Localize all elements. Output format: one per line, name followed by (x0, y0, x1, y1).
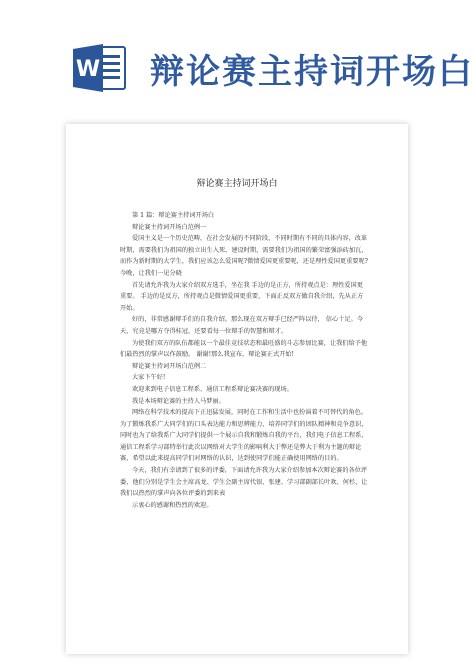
word-icon-letter: W (75, 57, 101, 82)
paragraph: 网络在科学技术的提高下正迅猛发展，同时在工作和生活中也扮演着不可替代的角色。为了锻炼我系广大同学们的口头表达能力和思辨能力，培养同学们的团队精神和竞争意识，同时也为了给我系广大同学们提供一个展示自我和锻炼自我的平台，我们电子信息工程系、通信工程系学习部特举行此次以网络对大学生的影响利大于弊还是弊大于利为主题的辩论赛，希望以此来提高同学们对网络的认识，达到使同学们能正确使用网络的目的。 (120, 409, 368, 463)
word-icon (73, 43, 127, 93)
paragraph: 首先请允许我为大家介绍双方选手，坐在我 手边的是正方，所持观点是：理性爱国更重要。 手边的是反方，所持观点是微情爱国更重要，下面正反双方做自我介绍，先从正方开始。 (120, 281, 364, 312)
paragraph: 欢迎来到电子信息工程系、通信工程系辩论赛决赛的现场。 (132, 385, 293, 393)
document-page (66, 124, 408, 654)
paragraph: 好的，非常感谢辩手们的自我介绍。那么现在双方辩手已经严阵以待， 信心十足。今天，究竟是哪方夺得桂冠，还要看每一位辩手的智慧和辩才。 (120, 316, 363, 335)
paragraph: 今天，我们有幸请到了很多的评委，下面请允许我为大家介绍参加本次辩论赛的各位评委，他们分别是学生会主席高龙、学生会副主席代银、张建、学习部副部长叶欢、何杉，让我们以热烈的掌声向各位评委的到来表 (120, 467, 368, 498)
paragraph: 爱国主义是一个历史范畴，在社会发展的不同阶段，不同时期有不同的具体内容，改革时期，需要我们为祖国的独立出生入死，建设时期，需要我们为祖国的繁荣富强添砖加瓦，而作为新时期的大学生，我们应该怎么爱国呢?微情爱国更重要呢，还是理性爱国更重要呢?今晚，让我们一见分晓 (120, 235, 368, 277)
document-banner (0, 0, 474, 120)
banner-title: 辩论赛主持词开场白 (150, 52, 474, 92)
paragraph: 辩论赛主持词开场白范例一 (132, 223, 207, 231)
document-body (120, 210, 368, 511)
paragraph: 第 1 篇：辩论赛主持词开场白 (132, 212, 215, 219)
paragraph: 我是本场辩论赛的主持人马梦丽。 (132, 397, 225, 405)
paragraph: 辩论赛主持词开场白范例二 (132, 362, 207, 370)
paragraph: 示衷心的感谢和热烈的欢迎。 (132, 501, 213, 509)
paragraph: 大家下午好! (132, 374, 166, 382)
document-title: 辩论赛主持词开场白 (196, 179, 278, 189)
paragraph: 为使我们双方的队伍都能以一个最佳竞技状态和最旺盛的斗志参加比赛，让我们给予他们最热烈的掌声以作鼓励。 谢谢!那么我宣布，辩论赛正式开始! (120, 339, 368, 359)
